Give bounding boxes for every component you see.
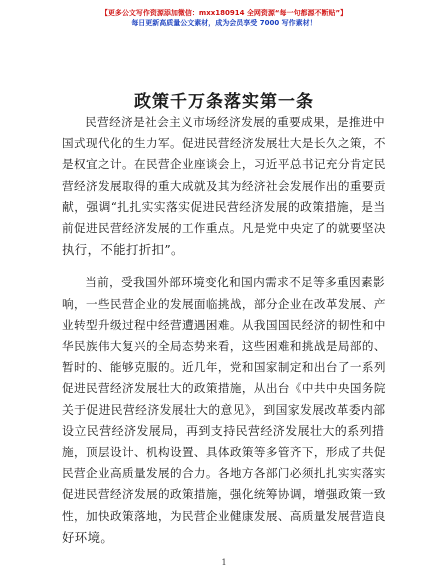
paragraph-line: 关于促进民营经济发展壮大的意见》，到国家发展改革委内部	[62, 402, 386, 417]
paragraph-line: 是权宜之计。在民营企业座谈会上，习近平总书记充分肯定民	[62, 157, 386, 172]
document-title: 政策千万条落实第一条	[134, 92, 314, 112]
paragraph-line: 好环境。	[62, 529, 114, 545]
header-banner	[0, 8, 448, 28]
paragraph-line: 当前，受我国外部环境变化和国内需求不足等多重因素影	[85, 275, 386, 290]
paragraph-line: 暂时的、能够克服的。近几年，党和国家制定和出台了一系列	[62, 360, 386, 375]
paragraph-line: 设立民营经济发展局，再到支持民营经济发展壮大的系列措	[62, 423, 385, 438]
paragraph-1	[62, 112, 388, 260]
paragraph-line: 执行，不能打折扣”。	[62, 242, 184, 258]
paragraph-line: 国式现代化的生力军。促进民营经济发展壮大是长久之策，不	[62, 136, 386, 151]
paragraph-line: 民营企业高质量发展的合力。各地方各部门必须扎扎实实落实	[62, 466, 386, 481]
paragraph-line: 华民族伟大复兴的全局态势来看，这些困难和挑战是局部的、	[62, 339, 386, 354]
paragraph-line: 性，加快政策落地，为民营企业健康发展、高质量发展营造良	[62, 508, 386, 523]
paragraph-line: 业转型升级过程中经营遭遇困难。从我国国民经济的韧性和中	[62, 317, 386, 332]
paragraph-line: 响，一些民营企业的发展面临挑战，部分企业在改革发展、产	[62, 296, 386, 311]
paragraph-line: 施，顶层设计、机构设置、具体政策等多管齐下，形成了共促	[62, 445, 386, 460]
banner-subtitle-line: 每日更新高质量公文素材，成为会员享受 7000 写作素材！	[131, 19, 317, 27]
paragraph-2	[62, 272, 388, 548]
paragraph-line: 促进民营经济发展的政策措施，强化统筹协调，增强政策一致	[62, 487, 386, 502]
paragraph-line: 营经济发展取得的重大成就及其为经济社会发展作出的重要贡	[62, 178, 386, 193]
banner-promo-line: 【更多公文写作资源添加微信：mxx180914 全网资源“每一句都源不断贴”】	[100, 9, 348, 17]
paragraph-line: 促进民营经济发展壮大的政策措施，从出台《中共中央国务院	[62, 381, 386, 396]
paragraph-line: 民营经济是社会主义市场经济发展的重要成果，是推进中	[85, 115, 386, 129]
document-body	[62, 112, 388, 548]
page-number: 1	[221, 558, 227, 567]
paragraph-line: 献，强调“扎扎实实落实促进民营经济发展的政策措施，是当	[62, 199, 386, 214]
paragraph-line: 前促进民营经济发展的工作重点。凡是党中央定了的就要坚决	[62, 221, 386, 236]
